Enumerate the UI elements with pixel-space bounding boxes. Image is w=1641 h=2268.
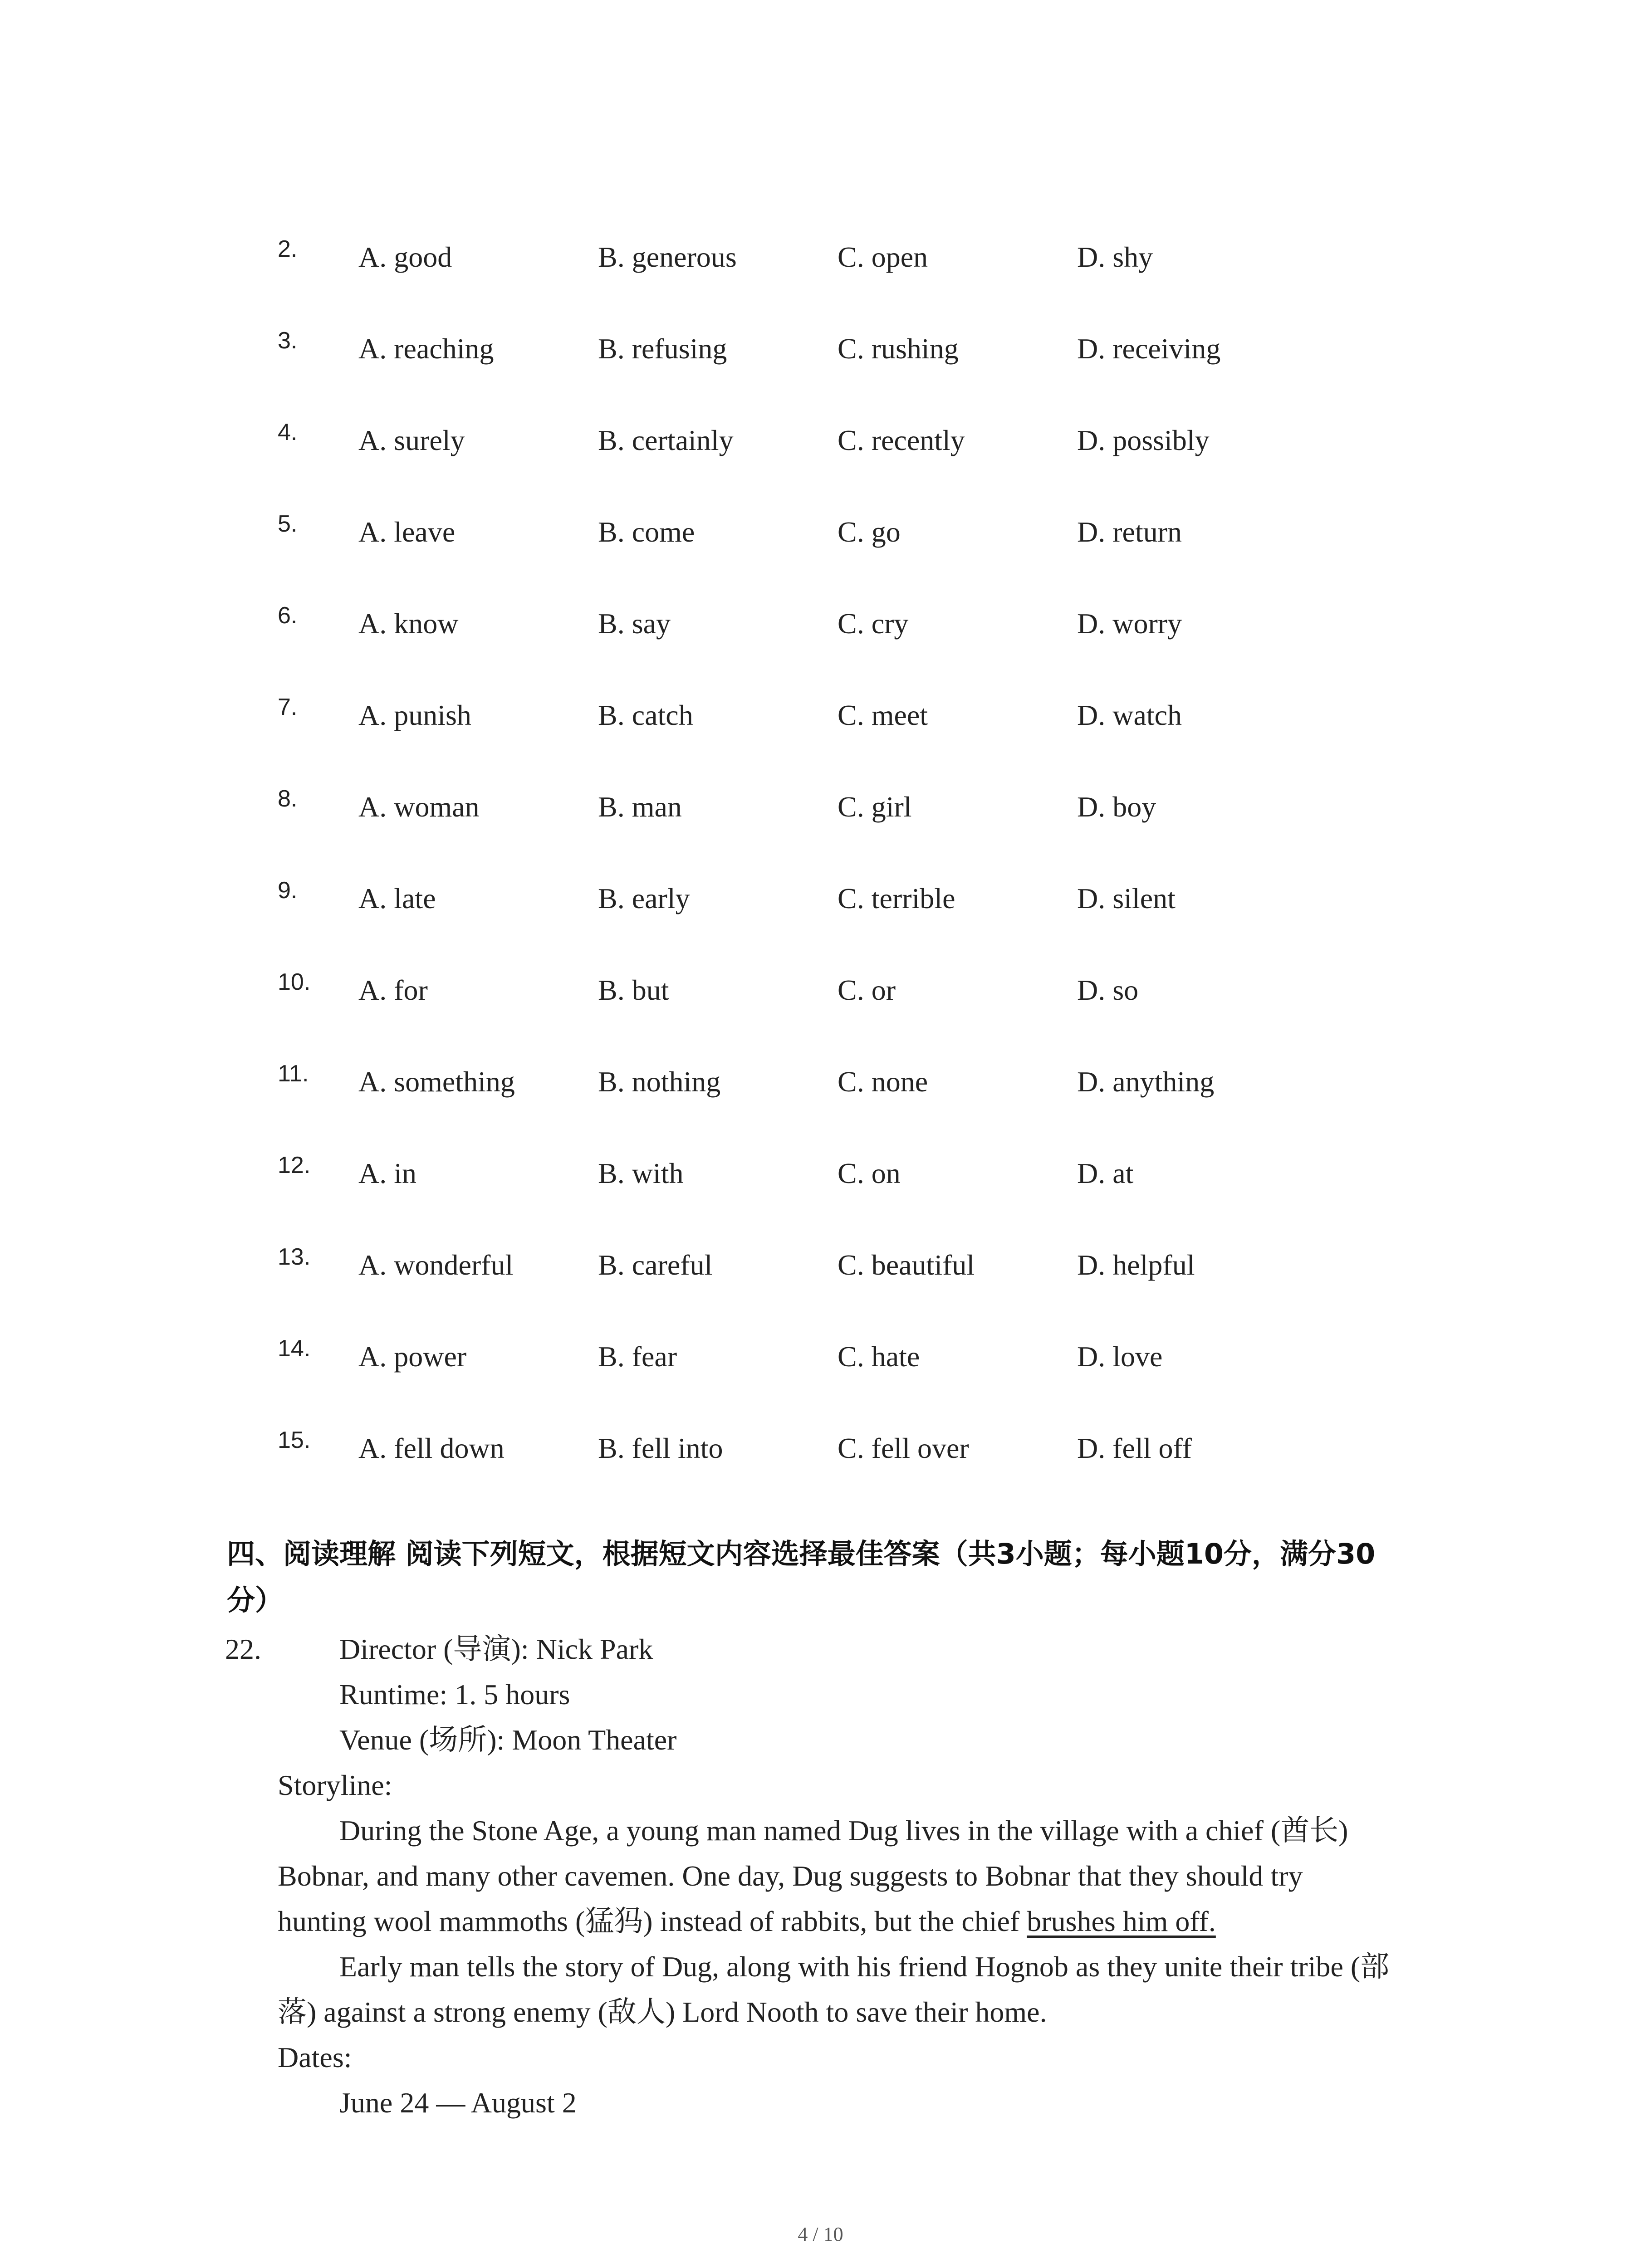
question-row — [0, 780, 1641, 834]
option-a: A. in — [358, 1157, 416, 1189]
option-a: A. woman — [358, 791, 480, 823]
option-c: C. cry — [838, 607, 909, 640]
option-d: D. shy — [1077, 241, 1153, 273]
question-number: 3. — [278, 327, 298, 354]
page-number: 4 / 10 — [798, 2223, 843, 2245]
storyline-label: Storyline: — [278, 1769, 392, 1801]
option-d: D. love — [1077, 1340, 1163, 1373]
option-c: C. rushing — [838, 332, 959, 365]
storyline-para2-line1: Early man tells the story of Dug, along with his friend Hognob as they unite their tribe (部 — [339, 1950, 1390, 1983]
option-a: A. reaching — [358, 332, 494, 365]
question-row — [0, 230, 1641, 284]
option-d: D. return — [1077, 516, 1182, 548]
option-a: A. power — [358, 1340, 467, 1373]
option-d: D. possibly — [1077, 424, 1210, 456]
storyline-para1-line3 — [278, 1899, 1216, 1944]
option-d: D. fell off — [1077, 1432, 1192, 1464]
option-b: B. man — [598, 791, 682, 823]
option-b: B. catch — [598, 699, 693, 731]
storyline-para1-line1: During the Stone Age, a young man named Dug lives in the village with a chief (酋长) — [339, 1814, 1348, 1847]
question-row — [0, 1238, 1641, 1292]
option-b: B. nothing — [598, 1066, 721, 1098]
question-number: 15. — [278, 1427, 311, 1453]
option-b: B. but — [598, 974, 669, 1006]
option-a: A. for — [358, 974, 428, 1006]
section-heading-line-2: 分） — [227, 1584, 284, 1617]
option-c: C. or — [838, 974, 896, 1006]
option-d: D. boy — [1077, 791, 1156, 823]
option-d: D. helpful — [1077, 1249, 1195, 1281]
option-c: C. beautiful — [838, 1249, 975, 1281]
dates-value: June 24 — August 2 — [339, 2087, 577, 2119]
underlined-phrase: brushes him off. — [1027, 1905, 1216, 1937]
question-row — [0, 1146, 1641, 1201]
question-number: 6. — [278, 602, 298, 629]
option-b: B. careful — [598, 1249, 713, 1281]
question-number: 12. — [278, 1152, 311, 1178]
option-c: C. go — [838, 516, 901, 548]
option-c: C. fell over — [838, 1432, 969, 1464]
option-b: B. certainly — [598, 424, 734, 456]
question-row — [0, 688, 1641, 743]
option-b: B. with — [598, 1157, 684, 1189]
section-heading — [227, 1531, 1461, 1623]
question-number: 8. — [278, 786, 298, 812]
option-a: A. late — [358, 882, 436, 914]
question-number: 7. — [278, 694, 298, 720]
option-a: A. something — [358, 1066, 515, 1098]
question-row — [0, 322, 1641, 376]
section-heading-line-1: 四、阅读理解 阅读下列短文，根据短文内容选择最佳答案（共3小题；每小题10分，满分30 — [227, 1537, 1376, 1570]
venue-line: Venue (场所): Moon Theater — [339, 1724, 677, 1756]
option-c: C. none — [838, 1066, 928, 1098]
question-row — [0, 596, 1641, 651]
option-b: B. generous — [598, 241, 737, 273]
option-a: A. punish — [358, 699, 471, 731]
option-a: A. leave — [358, 516, 456, 548]
option-a: A. good — [358, 241, 452, 273]
question-row — [0, 871, 1641, 926]
option-a: A. surely — [358, 424, 465, 456]
storyline-para1-line3-text: hunting wool mammoths (猛犸) instead of rabbits, but the chief — [278, 1905, 1027, 1937]
dates-label: Dates: — [278, 2041, 352, 2073]
option-d: D. anything — [1077, 1066, 1215, 1098]
option-d: D. silent — [1077, 882, 1176, 914]
option-d: D. so — [1077, 974, 1139, 1006]
question-number: 14. — [278, 1335, 311, 1362]
option-c: C. hate — [838, 1340, 920, 1373]
option-d: D. worry — [1077, 607, 1182, 640]
question-row — [0, 1330, 1641, 1384]
option-c: C. on — [838, 1157, 901, 1189]
question-row — [0, 1055, 1641, 1109]
option-b: B. early — [598, 882, 690, 914]
option-c: C. open — [838, 241, 928, 273]
option-d: D. watch — [1077, 699, 1182, 731]
option-c: C. terrible — [838, 882, 955, 914]
option-a: A. wonderful — [358, 1249, 514, 1281]
option-b: B. say — [598, 607, 671, 640]
question-number: 2. — [278, 236, 298, 262]
question-number: 4. — [278, 419, 298, 445]
question-row — [0, 505, 1641, 559]
question-number: 10. — [278, 969, 311, 995]
option-b: B. fell into — [598, 1432, 723, 1464]
option-d: D. at — [1077, 1157, 1134, 1189]
option-b: B. refusing — [598, 332, 727, 365]
question-number: 13. — [278, 1244, 311, 1270]
passage-number: 22. — [225, 1633, 261, 1665]
storyline-para1-line2: Bobnar, and many other cavemen. One day, Dug suggests to Bobnar that they should try — [278, 1860, 1303, 1892]
option-c: C. girl — [838, 791, 912, 823]
option-b: B. come — [598, 516, 695, 548]
option-a: A. fell down — [358, 1432, 505, 1464]
option-c: C. recently — [838, 424, 965, 456]
question-row — [0, 413, 1641, 468]
question-row — [0, 1421, 1641, 1476]
runtime-line: Runtime: 1. 5 hours — [339, 1678, 570, 1711]
question-row — [0, 963, 1641, 1017]
question-number: 11. — [278, 1061, 309, 1087]
option-a: A. know — [358, 607, 459, 640]
director-line: Director (导演): Nick Park — [339, 1633, 653, 1665]
question-number: 5. — [278, 511, 298, 537]
option-b: B. fear — [598, 1340, 677, 1373]
storyline-para2-line2: 落) against a strong enemy (敌人) Lord Nooth to save their home. — [278, 1996, 1047, 2028]
question-number: 9. — [278, 877, 298, 904]
option-c: C. meet — [838, 699, 928, 731]
option-d: D. receiving — [1077, 332, 1221, 365]
